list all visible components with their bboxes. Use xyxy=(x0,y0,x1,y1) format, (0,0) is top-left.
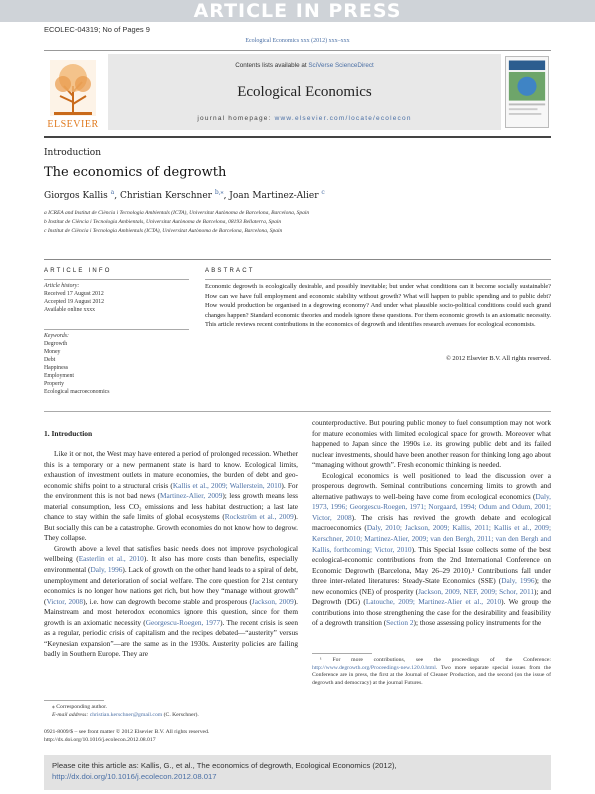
article-in-press-banner: ARTICLE IN PRESS xyxy=(0,0,595,22)
contents-line xyxy=(108,62,501,69)
keyword: Happiness xyxy=(44,365,69,371)
citation-box xyxy=(44,755,551,790)
text-run: ), i.e. how can degrowth become stable and prosperous ( xyxy=(83,596,252,606)
keyword: Property xyxy=(44,381,64,387)
publisher-name: ELSEVIER xyxy=(47,119,99,130)
citation-link[interactable]: Daly, 1996 xyxy=(90,565,123,575)
divider xyxy=(44,259,551,260)
text-run: counterproductive. But pouring public money to fuel consumption may not work for mature economies with limited ecological space for growth. Moreover what happened to Japan since the 1990s i.e. its growing public debt and its failed nuclear investments, should have been another reason for thinking long ago about “managing without growth”. Fresh economic thinking is needed. xyxy=(312,418,551,470)
abstract-end-rule xyxy=(44,411,551,412)
email-note xyxy=(52,712,199,720)
affiliation-a: a ICREA and Institut de Ciència i Tecnologia Ambientals (ICTA), Universitat Autònoma de Barcelona, Barcelona, Spain xyxy=(44,210,310,216)
journal-name: Ecological Economics xyxy=(237,84,372,100)
doi-link[interactable]: http://dx.doi.org/10.1016/j.ecolecon.2012.08.017 xyxy=(44,737,156,743)
citation-link[interactable]: Rockström et al., 2009 xyxy=(224,512,294,522)
text-run: ¹ For more contributions, see the proceedings of the Conference: xyxy=(320,657,551,663)
citation-link[interactable]: Daly, 1973, 1996; Georgescu-Roegen, 1971; Norgaard, 1994; Odum and Odum, 2001; Victor, 2008 xyxy=(312,491,551,522)
history-label: Article history: xyxy=(44,283,80,289)
email-link[interactable]: christian.kerschner@gmail.com xyxy=(89,712,163,718)
citation-link[interactable]: Georgescu-Roegen, 1977 xyxy=(145,617,221,627)
footnote-rule xyxy=(44,700,104,701)
journal-cover-thumbnail[interactable] xyxy=(505,56,549,128)
text-run: ). The crisis has revived the growth debate and ecological macroeconomics ( xyxy=(312,512,551,533)
article-info-heading: ARTICLE INFO xyxy=(44,268,112,274)
citation-doi-link[interactable]: http://dx.doi.org/10.1016/j.ecolecon.2012.08.017 xyxy=(52,772,217,781)
manuscript-id: ECOLEC-04319; No of Pages 9 xyxy=(44,25,150,34)
keyword: Employment xyxy=(44,373,74,379)
abstract-copyright: © 2012 Elsevier B.V. All rights reserved. xyxy=(445,355,551,362)
citation-link[interactable]: Martinez-Alier, 2009 xyxy=(159,491,223,501)
homepage-prefix: journal homepage: xyxy=(197,115,275,122)
affiliation-c: c Institut de Ciència i Tecnologia Ambientals (ICTA), Universitat Autònoma de Barcelona, Barcelona, Spain xyxy=(44,228,283,234)
text-run: ). For the environment this is not bad news ( xyxy=(44,480,299,501)
paragraph xyxy=(312,471,551,629)
text-run: ); those assessing policy instruments for the xyxy=(413,618,542,628)
email-label: E-mail address: xyxy=(52,712,90,718)
citation-link[interactable]: Jackson, 2009 xyxy=(251,596,294,606)
citation-link[interactable]: Daly, 1996 xyxy=(501,576,535,586)
citation-link[interactable]: Daly, 2010; Jackson, 2009; Kallis, 2011; Kallis et al., 2009; Kerschner, 2010; Martinez-Alier, 2009; van den Bergh, 2011; van den Bergh and Kallis, forthcoming; Victor, 2010 xyxy=(312,523,551,554)
text-run: ). It also has more costs than benefits, especially environmental ( xyxy=(44,554,299,575)
affiliation-b: b Institut de Ciència i Tecnologia Ambientals, Universitat Autònoma de Barcelona, 08193 Bellaterra, Spain xyxy=(44,219,282,225)
body-right-column xyxy=(312,418,551,629)
keyword: Money xyxy=(44,349,61,355)
sciencedirect-link[interactable]: SciVerse ScienceDirect xyxy=(308,62,374,69)
citation-text: Please cite this article as: Kallis, G., et al., The economics of degrowth, Ecological Economics (2012), xyxy=(52,761,397,770)
author-3-affil[interactable]: c xyxy=(321,189,325,196)
author-1[interactable]: Giorgos Kallis xyxy=(44,191,111,201)
keywords-rule xyxy=(44,329,189,330)
keyword: Debt xyxy=(44,357,56,363)
text-run: Ecological economics is well positioned to lead the discussion over a prosperous degrowth. Seminal contributions concerning limits to growth and alternative pathways to well-being have come from ecological economics ( xyxy=(312,470,551,501)
keyword: Ecological macroeconomics xyxy=(44,389,110,395)
abstract-text: Economic degrowth is ecologically desirable, and possibly inevitable; but under what conditions can it become socially sustainable? How can we have full employment and economic stability without growth? What will happen to public spending and to public debt? How would production be organised in a degrowing economy? And under what plausible socio-political conditions could such grand changes happen? Standard economic theories and models ignore these questions. For them economic growth is an axiomatic necessity. This article reviews recent contributions in the economics of degrowth and identifies research avenues for ecological economists. xyxy=(205,283,551,328)
citation-link[interactable]: http://www.degrowth.org/Proceedings-new.120.0.html xyxy=(312,664,436,671)
corresponding-author-note: ⁎ Corresponding author. xyxy=(52,704,108,710)
citation-link[interactable]: Easterlin et al., 2010 xyxy=(78,554,144,564)
footnote-1 xyxy=(312,657,551,687)
author-2-affil[interactable]: b,⁎ xyxy=(214,189,224,196)
citation-link[interactable]: Jackson, 2009, NEF, 2009; Schor, 2011 xyxy=(418,586,534,596)
paragraph xyxy=(44,544,298,660)
section-type: Introduction xyxy=(44,148,101,158)
author-3[interactable]: , Joan Martinez-Alier xyxy=(223,191,322,201)
homepage-link[interactable]: www.elsevier.com/locate/ecolecon xyxy=(274,115,412,122)
text-run: ). Mainstream and most heterodox economics ignore this question, since for them growth is an axiomatic necessity ( xyxy=(44,596,298,627)
issn-line: 0921-8009/$ – see front matter © 2012 Elsevier B.V. All rights reserved. xyxy=(44,729,210,735)
text-run: ). But socially this can be a catastrophe. Growth economies do not know how to degrow. They collapse. xyxy=(44,512,298,543)
text-run: . Two more separate special issues from the Conference are in press, the first at the Journal of Cleaner Production, and the second (on the issue of degrowth and democracy) at the journal Futures. xyxy=(312,664,551,686)
citation-link[interactable]: Latouche, 2009; Martinez-Alier et al., 2010 xyxy=(365,597,502,607)
paragraph xyxy=(312,418,551,471)
footnote-rule xyxy=(312,653,372,654)
text-run: ). Lack of growth on the other hand leads to a spiral of debt, unemployment and deterioration of social welfare. The core question for 21st century economics is no longer how nations get rich, but how they “manage without growth” ( xyxy=(44,565,299,606)
author-1-affil[interactable]: a xyxy=(110,189,115,196)
accepted-date: Accepted 19 August 2012 xyxy=(44,299,105,305)
text-run: ); the new economics (NE) of prosperity ( xyxy=(312,576,552,596)
keywords-label: Keywords: xyxy=(44,333,69,339)
received-date: Received 17 August 2012 xyxy=(44,291,104,297)
info-rule xyxy=(44,279,189,280)
online-date: Available online xxxx xyxy=(44,307,96,313)
author-2[interactable]: , Christian Kerschner xyxy=(114,191,215,201)
author-list xyxy=(44,189,325,201)
keyword: Degrowth xyxy=(44,341,68,347)
abstract-rule xyxy=(205,279,551,280)
journal-reference[interactable]: Ecological Economics xxx (2012) xxx–xxx xyxy=(245,38,350,44)
text-run: ); and Degrowth (DG) ( xyxy=(312,586,551,607)
text-run: ). This Special Issue collects some of the best ecological-economic contributions from the 2nd International Conference on Economic Degrowth (Barcelona, May 26–29 2010).¹ Contributions fall under three inter-related literatures: Steady-State Economics (SSE) ( xyxy=(312,544,551,586)
citation-link[interactable]: Kallis et al., 2009; Wallerstein, 2010 xyxy=(172,480,282,490)
section-heading-introduction: 1. Introduction xyxy=(44,429,93,438)
body-left-column xyxy=(44,449,298,660)
text-run: Growth above a level that satisfies basic needs does not improve psychological wellbeing ( xyxy=(44,543,298,564)
article-title: The economics of degrowth xyxy=(44,165,227,180)
text-run: ); less growth means less material consumption, less CO₂ emissions and less habitat destruction; a last late chance to stay within the safe limits of global ecosystems ( xyxy=(44,491,298,522)
text-run: ). The recent crisis is seen as a regular, periodic crisis of capitalism and the recipes debated—“austerity” versus “Keynesian expansion”—are the same as in the 1930s. Austerity policies are failing badly in Southern Europe. They are xyxy=(44,617,298,659)
email-suffix: (C. Kerschner). xyxy=(162,712,199,718)
text-run: ). We group the contributions into those strengthening the case for the desirability and feasibility of a degrowth transition ( xyxy=(312,597,551,628)
text-run: Like it or not, the West may have entered a period of prolonged recession. Whether this is a temporary or a new permanent state is hard to know. Ecological limits, exhaustion of investment outlets in mature economies, the burden of debt and geo-economic shifts point to a structural crisis ( xyxy=(44,449,298,490)
citation-link[interactable]: Section 2 xyxy=(386,618,414,628)
homepage-line xyxy=(108,115,501,122)
citation-link[interactable]: Victor, 2008 xyxy=(46,596,84,606)
contents-prefix: Contents lists available at xyxy=(235,62,309,69)
paragraph xyxy=(44,449,298,544)
abstract-heading: ABSTRACT xyxy=(205,268,255,274)
